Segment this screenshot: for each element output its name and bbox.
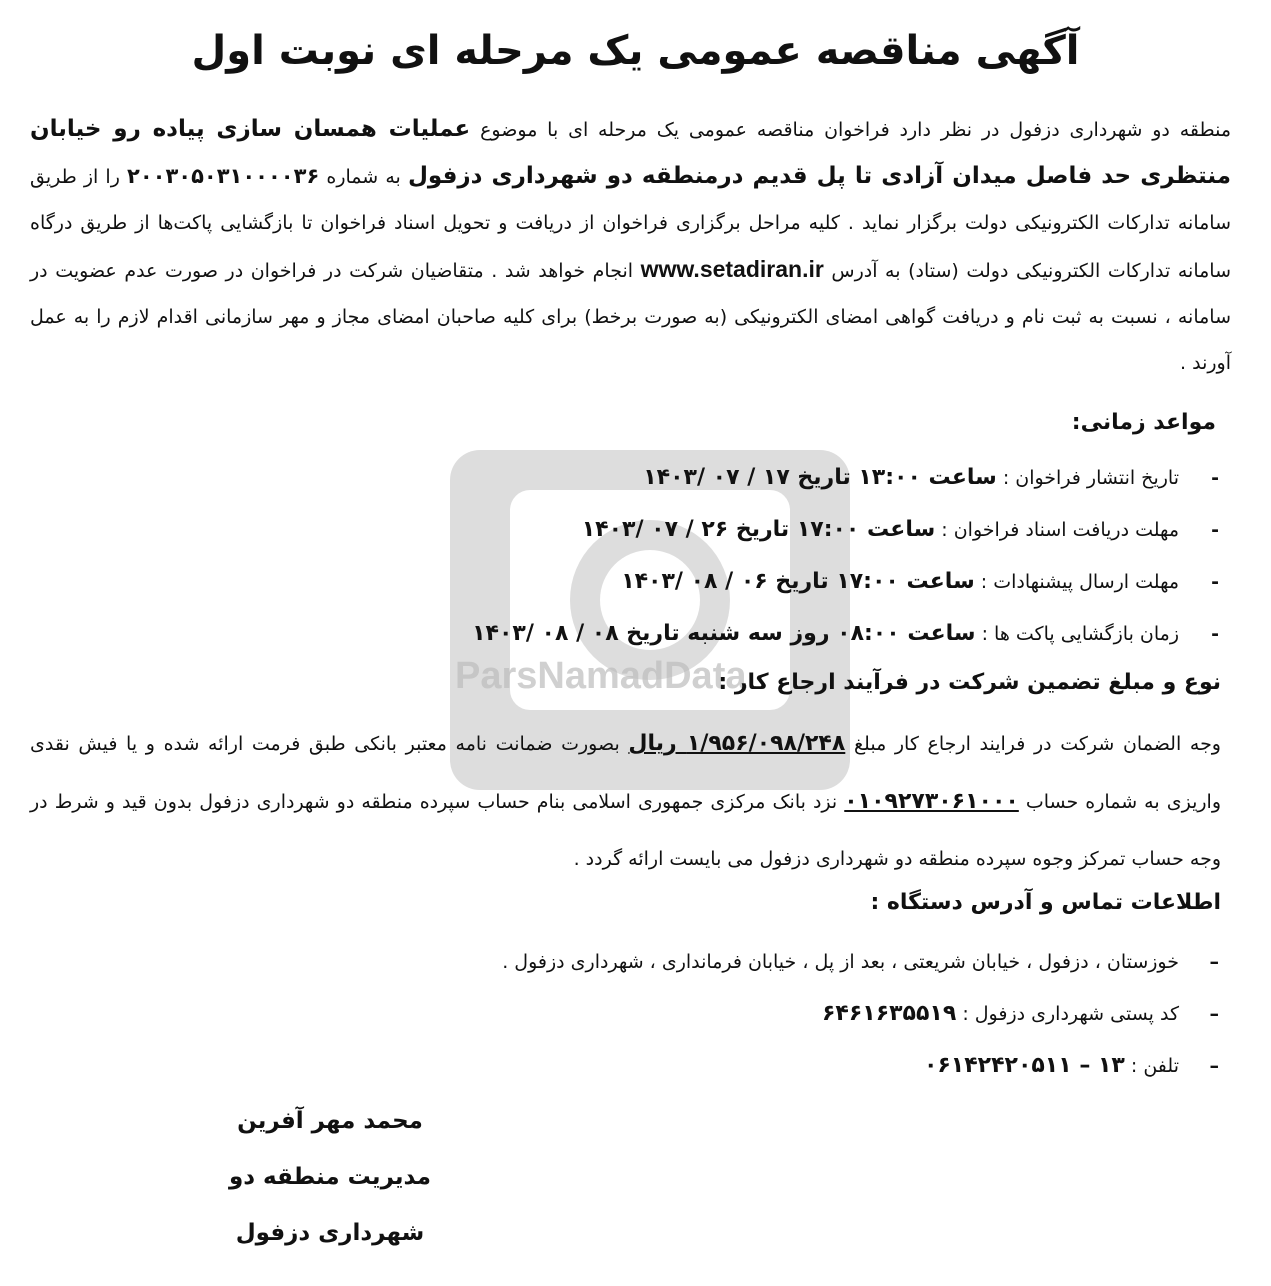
schedule-item-value: ساعت ۱۳:۰۰ تاریخ ۱۷ / ۰۷ /۱۴۰۳ bbox=[643, 465, 997, 490]
watermark-text: ParsNamadData bbox=[455, 655, 747, 697]
bullet-dash-icon: - bbox=[1211, 519, 1219, 541]
guarantee-text-2: بصورت ضمانت نامه معتبر بانکی طبق فرمت ارائه شده و یا فیش نقدی واریزی به شماره حساب bbox=[30, 733, 1221, 813]
schedule-list bbox=[472, 452, 1219, 660]
schedule-item bbox=[472, 504, 1219, 556]
schedule-item-label: زمان بازگشایی پاکت ها : bbox=[981, 623, 1179, 645]
bullet-dash-icon: – bbox=[1209, 1003, 1219, 1025]
schedule-item-label: مهلت ارسال پیشنهادات : bbox=[980, 571, 1179, 593]
page-title: آگهی مناقصه عمومی یک مرحله ای نوبت اول bbox=[191, 28, 1080, 74]
bullet-dash-icon: - bbox=[1211, 571, 1219, 593]
schedule-item-value: ساعت ۱۷:۰۰ تاریخ ۲۶ / ۰۷ /۱۴۰۳ bbox=[581, 517, 936, 542]
intro-text-3: را از طریق سامانه تدارکات الکترونیکی دولت برگزار نماید . کلیه مراحل برگزاری فراخوان از دریافت و تحویل اسناد فراخوان تا بازگشایی پاکت‌ها از طریق درگاه سامانه تدارکات الکترونیکی دولت (ستاد) به آدرس bbox=[30, 166, 1231, 282]
intro-text-4: انجام خواهد شد . متقاضیان شرکت در فراخوان در صورت عدم عضویت در سامانه ، نسبت به ثبت نام و دریافت گواهی امضای الکترونیکی (به صورت برخط) برای کلیه صاحبان امضای مجاز و مهر سازمانی اقدام لازم را به عمل آورند . bbox=[30, 260, 1231, 374]
phone-number: ۱۳ – ۰۶۱۴۲۴۲۰۵۱۱ bbox=[923, 1053, 1125, 1078]
bullet-dash-icon: – bbox=[1209, 951, 1219, 973]
guarantee-amount: ۱/۹۵۶/۰۹۸/۲۴۸ ریال bbox=[628, 731, 846, 756]
contact-postal bbox=[502, 988, 1219, 1040]
schedule-item-label: مهلت دریافت اسناد فراخوان : bbox=[941, 519, 1179, 541]
schedule-heading: مواعد زمانی: bbox=[1071, 410, 1216, 435]
postal-label: کد پستی شهرداری دزفول : bbox=[962, 1003, 1179, 1025]
tender-number: ۲۰۰۳۰۵۰۳۱۰۰۰۰۳۶ bbox=[127, 164, 320, 188]
intro-text-1: منطقه دو شهرداری دزفول در نظر دارد فراخوان مناقصه عمومی یک مرحله ای با موضوع bbox=[480, 119, 1231, 141]
schedule-item-value: ساعت ۱۷:۰۰ تاریخ ۰۶ / ۰۸ /۱۴۰۳ bbox=[621, 569, 975, 594]
schedule-item-value: ساعت ۰۸:۰۰ روز سه شنبه تاریخ ۰۸ / ۰۸ /۱۴۰۳ bbox=[472, 621, 976, 646]
schedule-item bbox=[472, 608, 1219, 660]
intro-text-2: به شماره bbox=[326, 166, 401, 188]
guarantee-text-3: نزد بانک مرکزی جمهوری اسلامی بنام حساب سپرده منطقه دو شهرداری دزفول بدون قید و شرط در وجه حساب تمرکز وجوه سپرده منطقه دو شهرداری دزفول می بایست ارائه گردد . bbox=[30, 791, 1221, 870]
guarantee-paragraph bbox=[30, 715, 1221, 888]
schedule-item-label: تاریخ انتشار فراخوان : bbox=[1002, 467, 1179, 489]
contact-phone bbox=[502, 1040, 1219, 1092]
contact-list bbox=[502, 936, 1219, 1092]
contact-address-text: خوزستان ، دزفول ، خیابان شریعتی ، بعد از پل ، خیابان فرمانداری ، شهرداری دزفول . bbox=[502, 951, 1179, 973]
signatory-org: شهرداری دزفول bbox=[235, 1220, 425, 1246]
bullet-dash-icon: - bbox=[1211, 623, 1219, 645]
schedule-item bbox=[472, 556, 1219, 608]
postal-code: ۶۴۶۱۶۳۵۵۱۹ bbox=[821, 1001, 957, 1026]
schedule-item bbox=[472, 452, 1219, 504]
setad-link[interactable]: www.setadiran.ir bbox=[640, 256, 824, 282]
intro-paragraph bbox=[30, 106, 1231, 386]
signatory-role: مدیریت منطقه دو bbox=[228, 1164, 432, 1190]
bullet-dash-icon: – bbox=[1209, 1055, 1219, 1077]
signatory-name: محمد مهر آفرین bbox=[237, 1108, 423, 1134]
contact-heading: اطلاعات تماس و آدرس دستگاه : bbox=[870, 890, 1221, 915]
contact-address bbox=[502, 936, 1219, 988]
tender-subject: عملیات همسان سازی پیاده رو خیابان منتظری حد فاصل میدان آزادی تا پل قدیم درمنطقه دو شهرداری دزفول bbox=[30, 116, 1232, 189]
guarantee-text-1: وجه الضمان شرکت در فرایند ارجاع کار مبلغ bbox=[853, 733, 1221, 755]
phone-label: تلفن : bbox=[1130, 1055, 1179, 1077]
bullet-dash-icon: - bbox=[1211, 467, 1219, 489]
guarantee-heading: نوع و مبلغ تضمین شرکت در فرآیند ارجاع کار : bbox=[718, 670, 1221, 695]
account-number: ۰۱۰۹۲۷۳۰۶۱۰۰۰ bbox=[844, 789, 1019, 814]
